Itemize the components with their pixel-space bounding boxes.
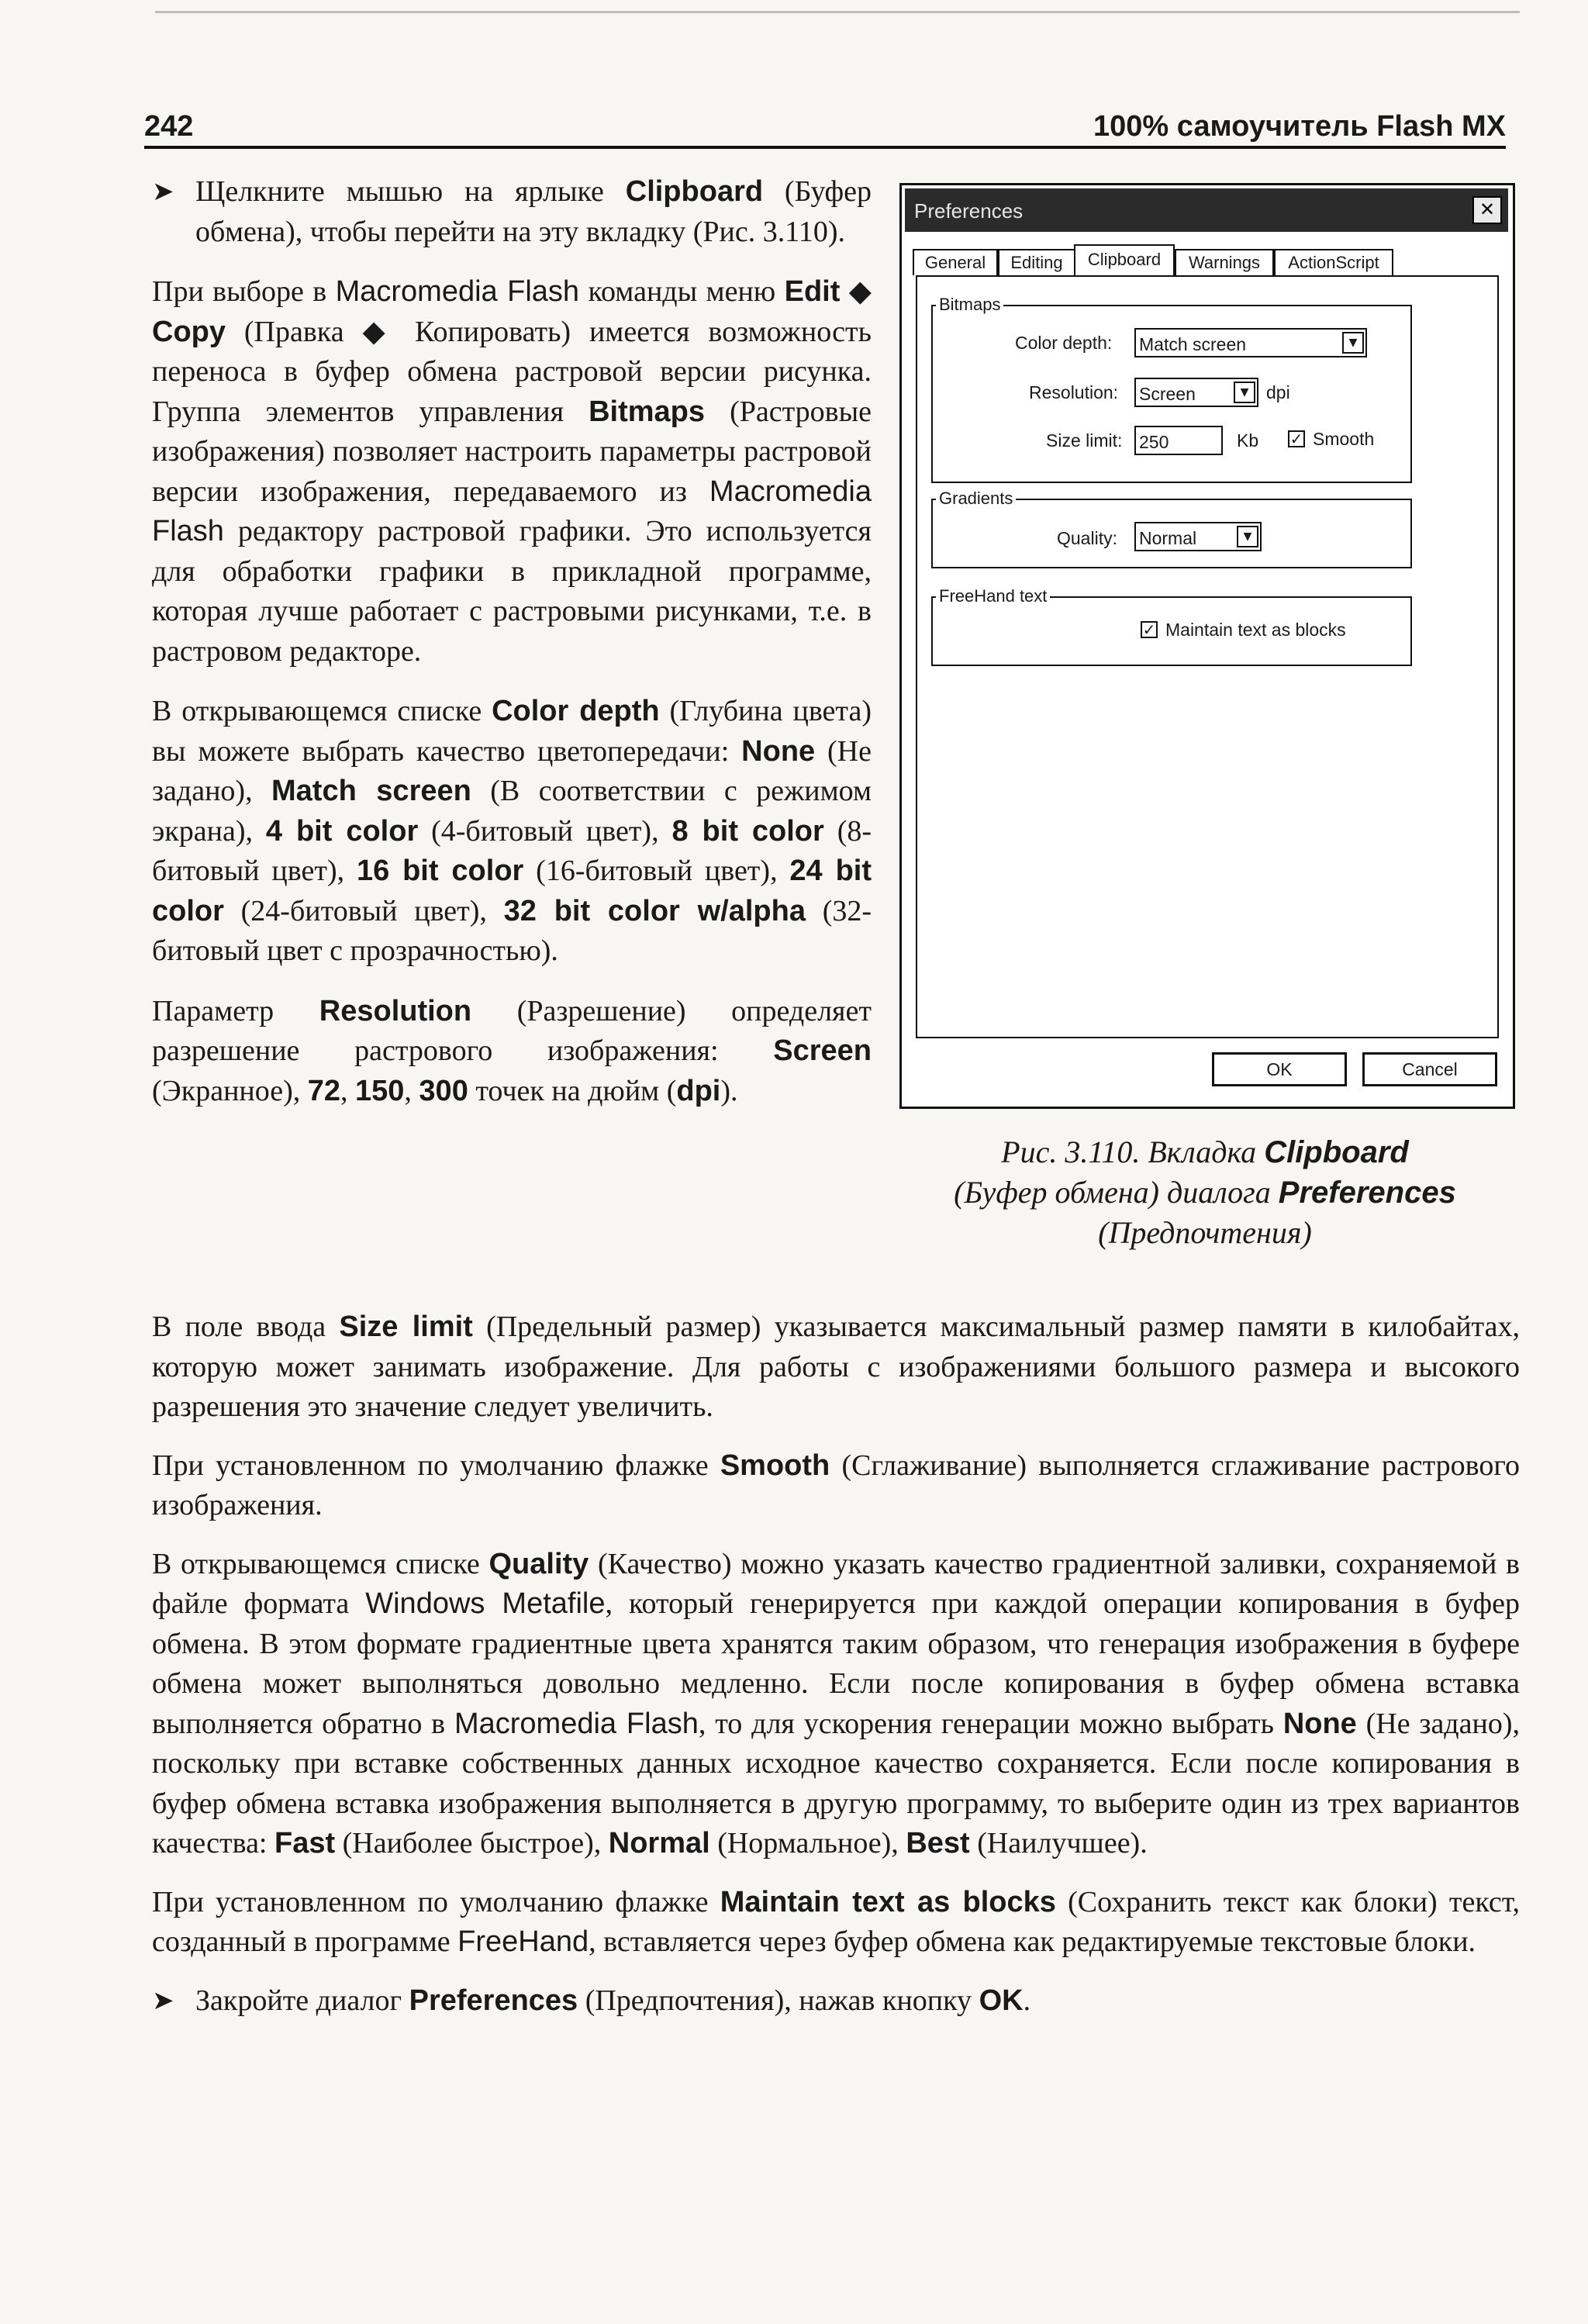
page-number: 242: [144, 110, 194, 143]
bitmaps-group: [931, 295, 1412, 483]
paragraph-maintain-text: При установленном по умолчанию флажке Maintain text as blocks (Сохранить текст как блоки) текст, созданный в программе FreeHand, вставляется через буфер обмена как редактируемые текстовые блоки.: [152, 1885, 1520, 1958]
resolution-label: Resolution:: [1029, 382, 1119, 402]
paragraph-bitmaps: При выборе в Macromedia Flash команды меню Edit ◆ Copy (Правка ◆ Копировать) имеется возможность переноса в буфер обмена растровой версии рисунка. Группа элементов управления Bitmaps (Растровые изображения) позволяет настроить параметры растровой версии изображения, передаваемого из Macromedia Flash редактору растровой графики. Это используется для обработки графики в прикладной программе, которая лучше работает с растровыми рисунками, т.е. в растровом редакторе.: [152, 275, 872, 668]
quality-dropdown[interactable]: [1134, 522, 1262, 551]
paragraph-color-depth: В открывающемся списке Color depth (Глубина цвета) вы можете выбрать качество цветопередачи: None (Не задано), Match screen (В соответствии с режимом экрана), 4 bit color (4-битовый цвет), 8 bit color (8-битовый цвет), 16 bit color (16-битовый цвет), 24 bit color (24-битовый цвет), 32 bit color w/alpha (32-битовый цвет с прозрачностью).: [152, 695, 872, 967]
dialog-title-bar: [905, 188, 1508, 232]
resolution-value: Screen: [1139, 384, 1196, 404]
running-title: 100% самоучитель Flash MX: [1093, 110, 1506, 143]
preferences-dialog: [899, 183, 1515, 1109]
tab-general[interactable]: General: [913, 249, 998, 275]
paragraph-quality: В открывающемся списке Quality (Качество) можно указать качество градиентной заливки, сохраняемой в файле формата Windows Metafile, который генерируется при каждой операции копирования в буфер обмена. В этом формате градиентные цвета хранятся таким образом, что генерация изображения в буфере обмена может выполняться довольно медленно. Если после копирования в буфер обмена вставка выполняется обратно в Macromedia Flash, то для ускорения генерации можно выбрать None (Не задано), поскольку при вставке собственных данных исходное качество сохраняется. Если после копирования в буфер обмена вставка изображения выполняется в другую программу, то выберите один из трех вариантов качества: Fast (Наиболее быстрое), Normal (Нормальное), Best (Наилучшее).: [152, 1547, 1521, 1860]
page-header: [144, 110, 1506, 149]
chevron-down-icon[interactable]: ▼: [1234, 382, 1255, 403]
gradients-legend: Gradients: [936, 489, 1016, 509]
size-limit-label: Size limit:: [1046, 430, 1123, 451]
chevron-down-icon[interactable]: ▼: [1237, 526, 1258, 547]
color-depth-value: Match screen: [1139, 334, 1247, 354]
ok-button[interactable]: OK: [1212, 1052, 1347, 1086]
paragraph-smooth: При установленном по умолчанию флажке Smooth (Сглаживание) выполняется сглаживание растрового изображения.: [152, 1449, 1520, 1521]
maintain-text-label: Maintain text as blocks: [1165, 620, 1346, 640]
resolution-dropdown[interactable]: [1134, 378, 1258, 407]
chevron-down-icon[interactable]: ▼: [1342, 332, 1364, 354]
kb-unit-label: Kb: [1237, 430, 1259, 451]
maintain-text-checkbox[interactable]: ✓: [1141, 621, 1158, 638]
tab-actionscript[interactable]: ActionScript: [1274, 249, 1393, 275]
page-top-rule: [155, 11, 1520, 13]
color-depth-dropdown[interactable]: [1134, 328, 1367, 357]
bullet-arrow-icon: ➤: [152, 176, 174, 207]
size-limit-input[interactable]: 250: [1134, 426, 1223, 455]
paragraph-resolution: Параметр Resolution (Разрешение) определяет разрешение растрового изображения: Screen (Экранное), 72, 150, 300 точек на дюйм (dpi).: [152, 994, 872, 1107]
smooth-checkbox[interactable]: ✓: [1288, 430, 1305, 447]
tab-editing[interactable]: Editing: [998, 249, 1075, 275]
quality-label: Quality:: [1057, 528, 1117, 548]
quality-value: Normal: [1139, 528, 1197, 548]
gradients-group: [931, 489, 1412, 568]
tab-warnings[interactable]: Warnings: [1175, 249, 1274, 275]
color-depth-label: Color depth:: [1015, 333, 1113, 353]
bitmaps-legend: Bitmaps: [936, 295, 1003, 315]
full-width-body: [152, 1307, 1520, 2021]
bullet-step-1: ➤ Щелкните мышью на ярлыке Clipboard (Буфер обмена), чтобы перейти на эту вкладку (Рис. 3.110).: [152, 172, 872, 252]
cancel-button[interactable]: Cancel: [1362, 1052, 1497, 1086]
close-icon[interactable]: ✕: [1472, 196, 1502, 224]
bullet-arrow-icon: ➤: [152, 1984, 174, 2016]
dialog-title: Preferences: [914, 199, 1024, 223]
paragraph-size-limit: В поле ввода Size limit (Предельный размер) указывается максимальный размер памяти в килобайтах, которую может занимать изображение. Для работы с изображениями большого размера и высокого разрешения это значение следует увеличить.: [152, 1310, 1520, 1423]
smooth-label: Smooth: [1313, 429, 1375, 449]
dpi-unit-label: dpi: [1266, 382, 1290, 402]
freehand-text-group: [931, 586, 1412, 666]
figure-caption: Рис. 3.110. Вкладка Clipboard (Буфер обмена) диалога Preferences (Предпочтения): [954, 1134, 1456, 1250]
clipboard-tab-panel: [916, 275, 1499, 1038]
freehand-legend: FreeHand text: [936, 586, 1050, 606]
bullet-step-close: ➤ Закройте диалог Preferences (Предпочтения), нажав кнопку OK.: [152, 1981, 1520, 2022]
left-column: [152, 172, 872, 1111]
tab-clipboard[interactable]: Clipboard: [1074, 244, 1175, 277]
